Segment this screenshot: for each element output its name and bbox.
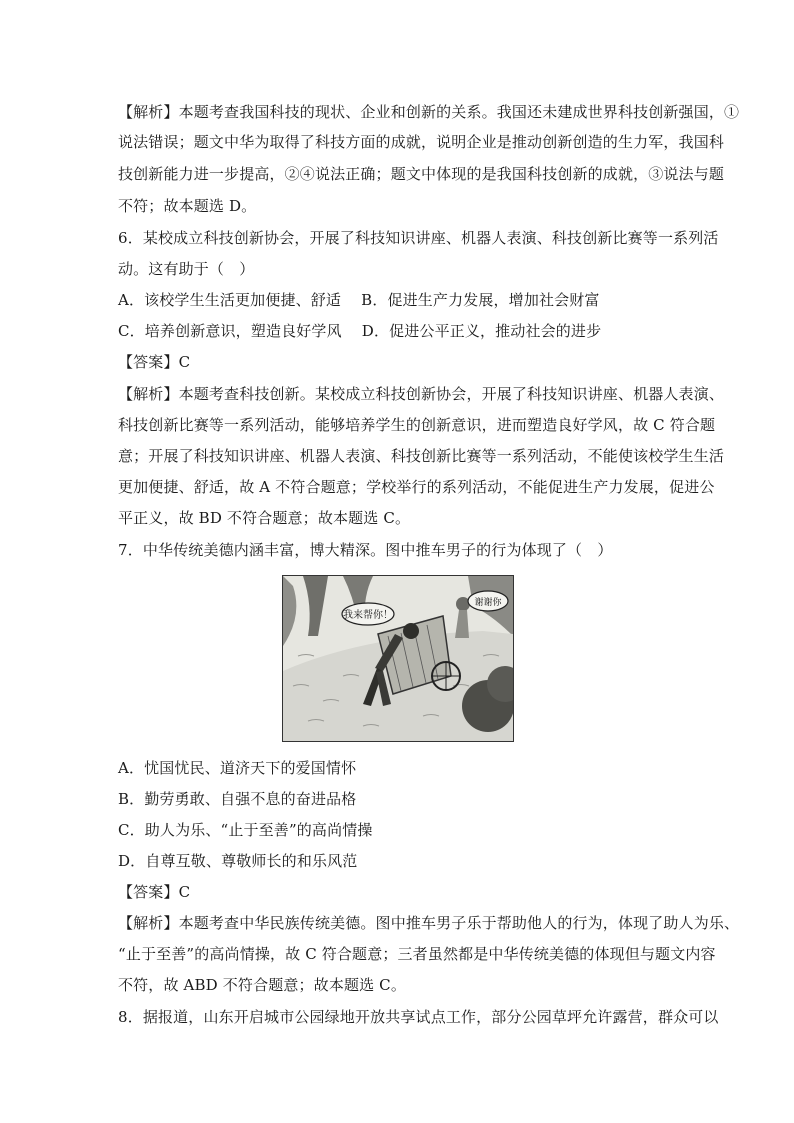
analysis-q7-line-1: 【解析】本题考查中华民族传统美德。图中推车男子乐于帮助他人的行为，体现了助人为乐、 <box>118 914 740 932</box>
analysis-q6-line-1: 【解析】本题考查科技创新。某校成立科技创新协会，开展了科技知识讲座、机器人表演、 <box>118 385 725 403</box>
analysis-q6-line-2: 科技创新比赛等一系列活动，能够培养学生的创新意识，进而塑造良好学风，故 C 符合题 <box>118 416 716 434</box>
question-7-option-d: D．自尊互敬、尊敬师长的和乐风范 <box>118 852 358 870</box>
analysis-q6-line-3: 意；开展了科技知识讲座、机器人表演、科技创新比赛等一系列活动，不能使该校学生生活 <box>118 447 725 465</box>
cartoon-illustration <box>283 576 513 741</box>
question-6-options-cd: C．培养创新意识，塑造良好学风 D．促进公平正义，推动社会的进步 <box>118 322 602 340</box>
question-7-option-c: C．助人为乐、“止于至善”的高尚情操 <box>118 821 373 839</box>
question-7-option-b: B．勤劳勇敢、自强不息的奋进品格 <box>118 790 357 808</box>
question-7-option-a: A．忧国忧民、道济天下的爱国情怀 <box>118 759 357 777</box>
analysis-q5-line-4: 不符；故本题选 D。 <box>118 197 257 215</box>
cartoon-figure <box>282 575 514 742</box>
answer-q7: 【答案】C <box>118 883 191 901</box>
question-8-line-1: 8．据报道，山东开启城市公园绿地开放共享试点工作，部分公园草坪允许露营，群众可以 <box>118 1008 719 1026</box>
question-6-line-2: 动。这有助于（ ） <box>118 260 255 278</box>
question-7-stem: 7．中华传统美德内涵丰富，博大精深。图中推车男子的行为体现了（ ） <box>118 541 613 559</box>
question-6-line-1: 6．某校成立科技创新协会，开展了科技知识讲座、机器人表演、科技创新比赛等一系列活 <box>118 229 719 247</box>
analysis-q6-line-5: 平正义，故 BD 不符合题意；故本题选 C。 <box>118 509 411 527</box>
analysis-q5-line-1: 【解析】本题考查我国科技的现状、企业和创新的关系。我国还未建成世界科技创新强国，① <box>118 103 740 121</box>
analysis-q5-line-3: 技创新能力进一步提高，②④说法正确；题文中体现的是我国科技创新的成就，③说法与题 <box>118 165 725 183</box>
speech-bubble-left: 我来帮你！ <box>343 610 393 621</box>
analysis-q5-line-2: 说法错误；题文中华为取得了科技方面的成就，说明企业是推动创新创造的生力军，我国科 <box>118 133 725 151</box>
speech-bubble-right: 谢谢你 <box>474 598 502 608</box>
analysis-q6-line-4: 更加便捷、舒适，故 A 不符合题意；学校举行的系列活动，不能促进生产力发展，促进公 <box>118 478 715 496</box>
analysis-q7-line-2: “止于至善”的高尚情操，故 C 符合题意；三者虽然都是中华传统美德的体现但与题文内容 <box>118 945 716 963</box>
answer-q6: 【答案】C <box>118 353 191 371</box>
analysis-q7-line-3: 不符，故 ABD 不符合题意；故本题选 C。 <box>118 976 406 994</box>
question-6-options-ab: A．该校学生生活更加便捷、舒适 B．促进生产力发展，增加社会财富 <box>118 291 600 309</box>
